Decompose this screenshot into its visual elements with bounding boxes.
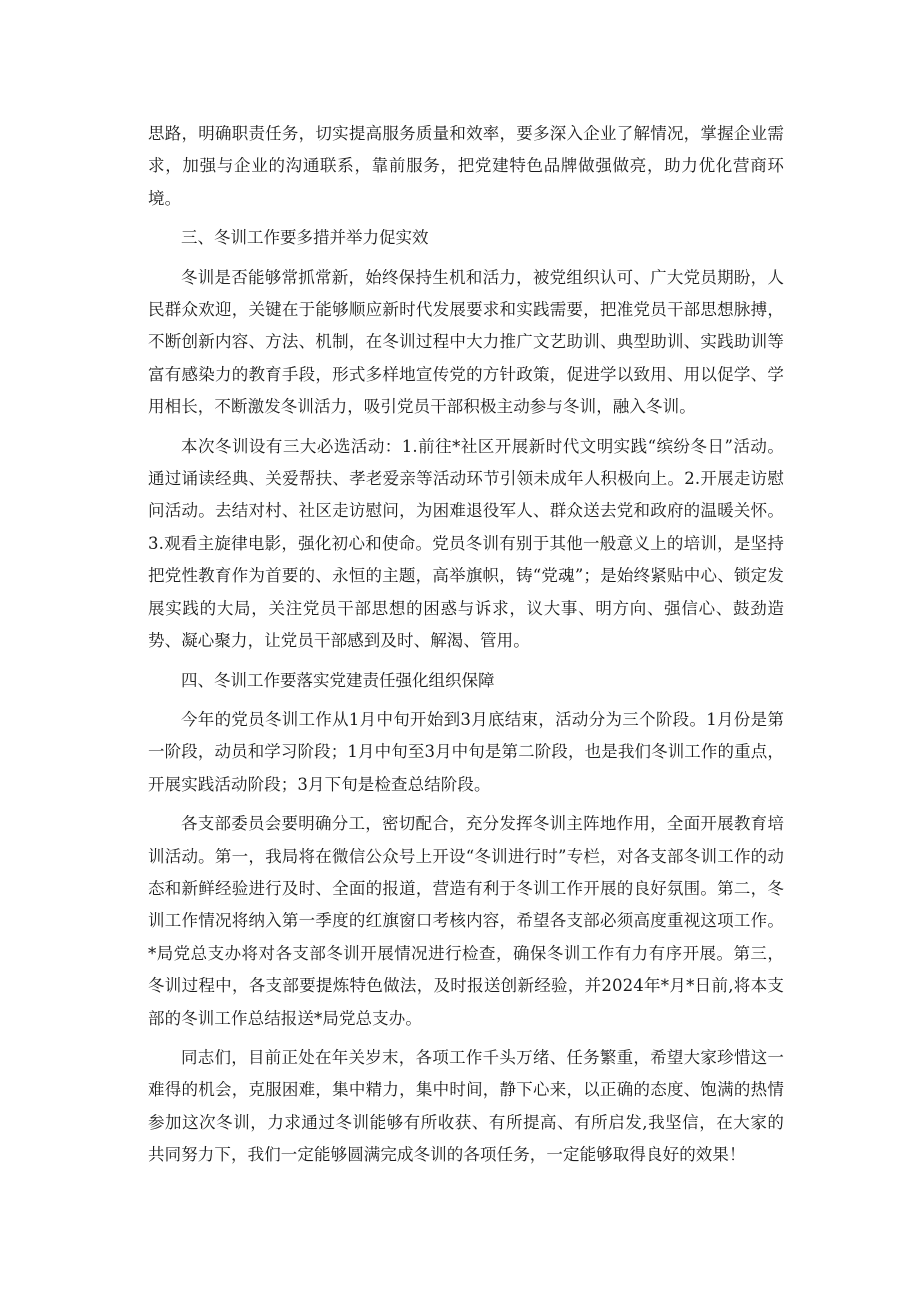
paragraph-continuation: 思路，明确职责任务，切实提高服务质量和效率，要多深入企业了解情况，掌握企业需求，加强与企业的沟通联系，靠前服务，把党建特色品牌做强做亮，助力优化营商环境。 [148, 124, 784, 208]
section-heading-3: 三、冬训工作要多措并举力促实效 [181, 228, 429, 248]
spacer [148, 697, 784, 704]
spacer [148, 1035, 784, 1042]
section-heading-4: 四、冬训工作要落实党建责任强化组织保障 [181, 670, 495, 690]
spacer [148, 801, 784, 808]
spacer [148, 255, 784, 262]
paragraph: 同志们，目前正处在年关岁末，各项工作千头万绪、任务繁重，希望大家珍惜这一难得的机会，克服困难，集中精力，集中时间，静下心来，以正确的态度、饱满的热情参加这次冬训，力求通过冬训能够有所收获、有所提高、有所启发,我坚信，在大家的共同努力下，我们一定能够圆满完成冬训的各项任务，一定能够取得良好的效果！ [148, 1047, 784, 1165]
document-page [148, 118, 784, 1172]
paragraph: 冬训是否能够常抓常新，始终保持生机和活力，被党组织认可、广大党员期盼，人民群众欢迎，关键在于能够顺应新时代发展要求和实践需要，把准党员干部思想脉搏，不断创新内容、方法、机制，在冬训过程中大力推广文艺助训、典型助训、实践助训等富有感染力的教育手段，形式多样地宣传党的方针政策，促进学以致用、用以促学、学用相长，不断激发冬训活力，吸引党员干部积极主动参与冬训，融入冬训。 [148, 267, 784, 417]
paragraph: 本次冬训设有三大必选活动：1.前往*社区开展新时代文明实践“缤纷冬日”活动。通过诵读经典、关爱帮扶、孝老爱亲等活动环节引领未成年人积极向上。2.开展走访慰问活动。去结对村、社区走访慰问，为困难退役军人、群众送去党和政府的温暖关怀。3.观看主旋律电影，强化初心和使命。党员冬训有别于其他一般意义上的培训，是坚持把党性教育作为首要的、永恒的主题，高举旗帜，铸“党魂”；是始终紧贴中心、锁定发展实践的大局，关注党员干部思想的困惑与诉求，议大事、明方向、强信心、鼓劲造势、凝心聚力，让党员干部感到及时、解渴、管用。 [148, 436, 784, 651]
paragraph: 各支部委员会要明确分工，密切配合，充分发挥冬训主阵地作用，全面开展教育培训活动。第一，我局将在微信公众号上开设“冬训进行时”专栏，对各支部冬训工作的动态和新鲜经验进行及时、全面的报道，营造有利于冬训工作开展的良好氛围。第二，冬训工作情况将纳入第一季度的红旗窗口考核内容，希望各支部必须高度重视这项工作。*局党总支办将对各支部冬训开展情况进行检查，确保冬训工作有力有序开展。第三，冬训过程中，各支部要提炼特色做法，及时报送创新经验，并2024年*月*日前,将本支部的冬训工作总结报送*局党总支办。 [148, 814, 784, 1028]
spacer [148, 424, 784, 431]
paragraph: 今年的党员冬训工作从1月中旬开始到3月底结束，活动分为三个阶段。1月份是第一阶段，动员和学习阶段；1月中旬至3月中旬是第二阶段，也是我们冬训工作的重点，开展实践活动阶段；3月下旬是检查总结阶段。 [148, 709, 784, 794]
spacer [148, 215, 784, 222]
spacer [148, 658, 784, 665]
